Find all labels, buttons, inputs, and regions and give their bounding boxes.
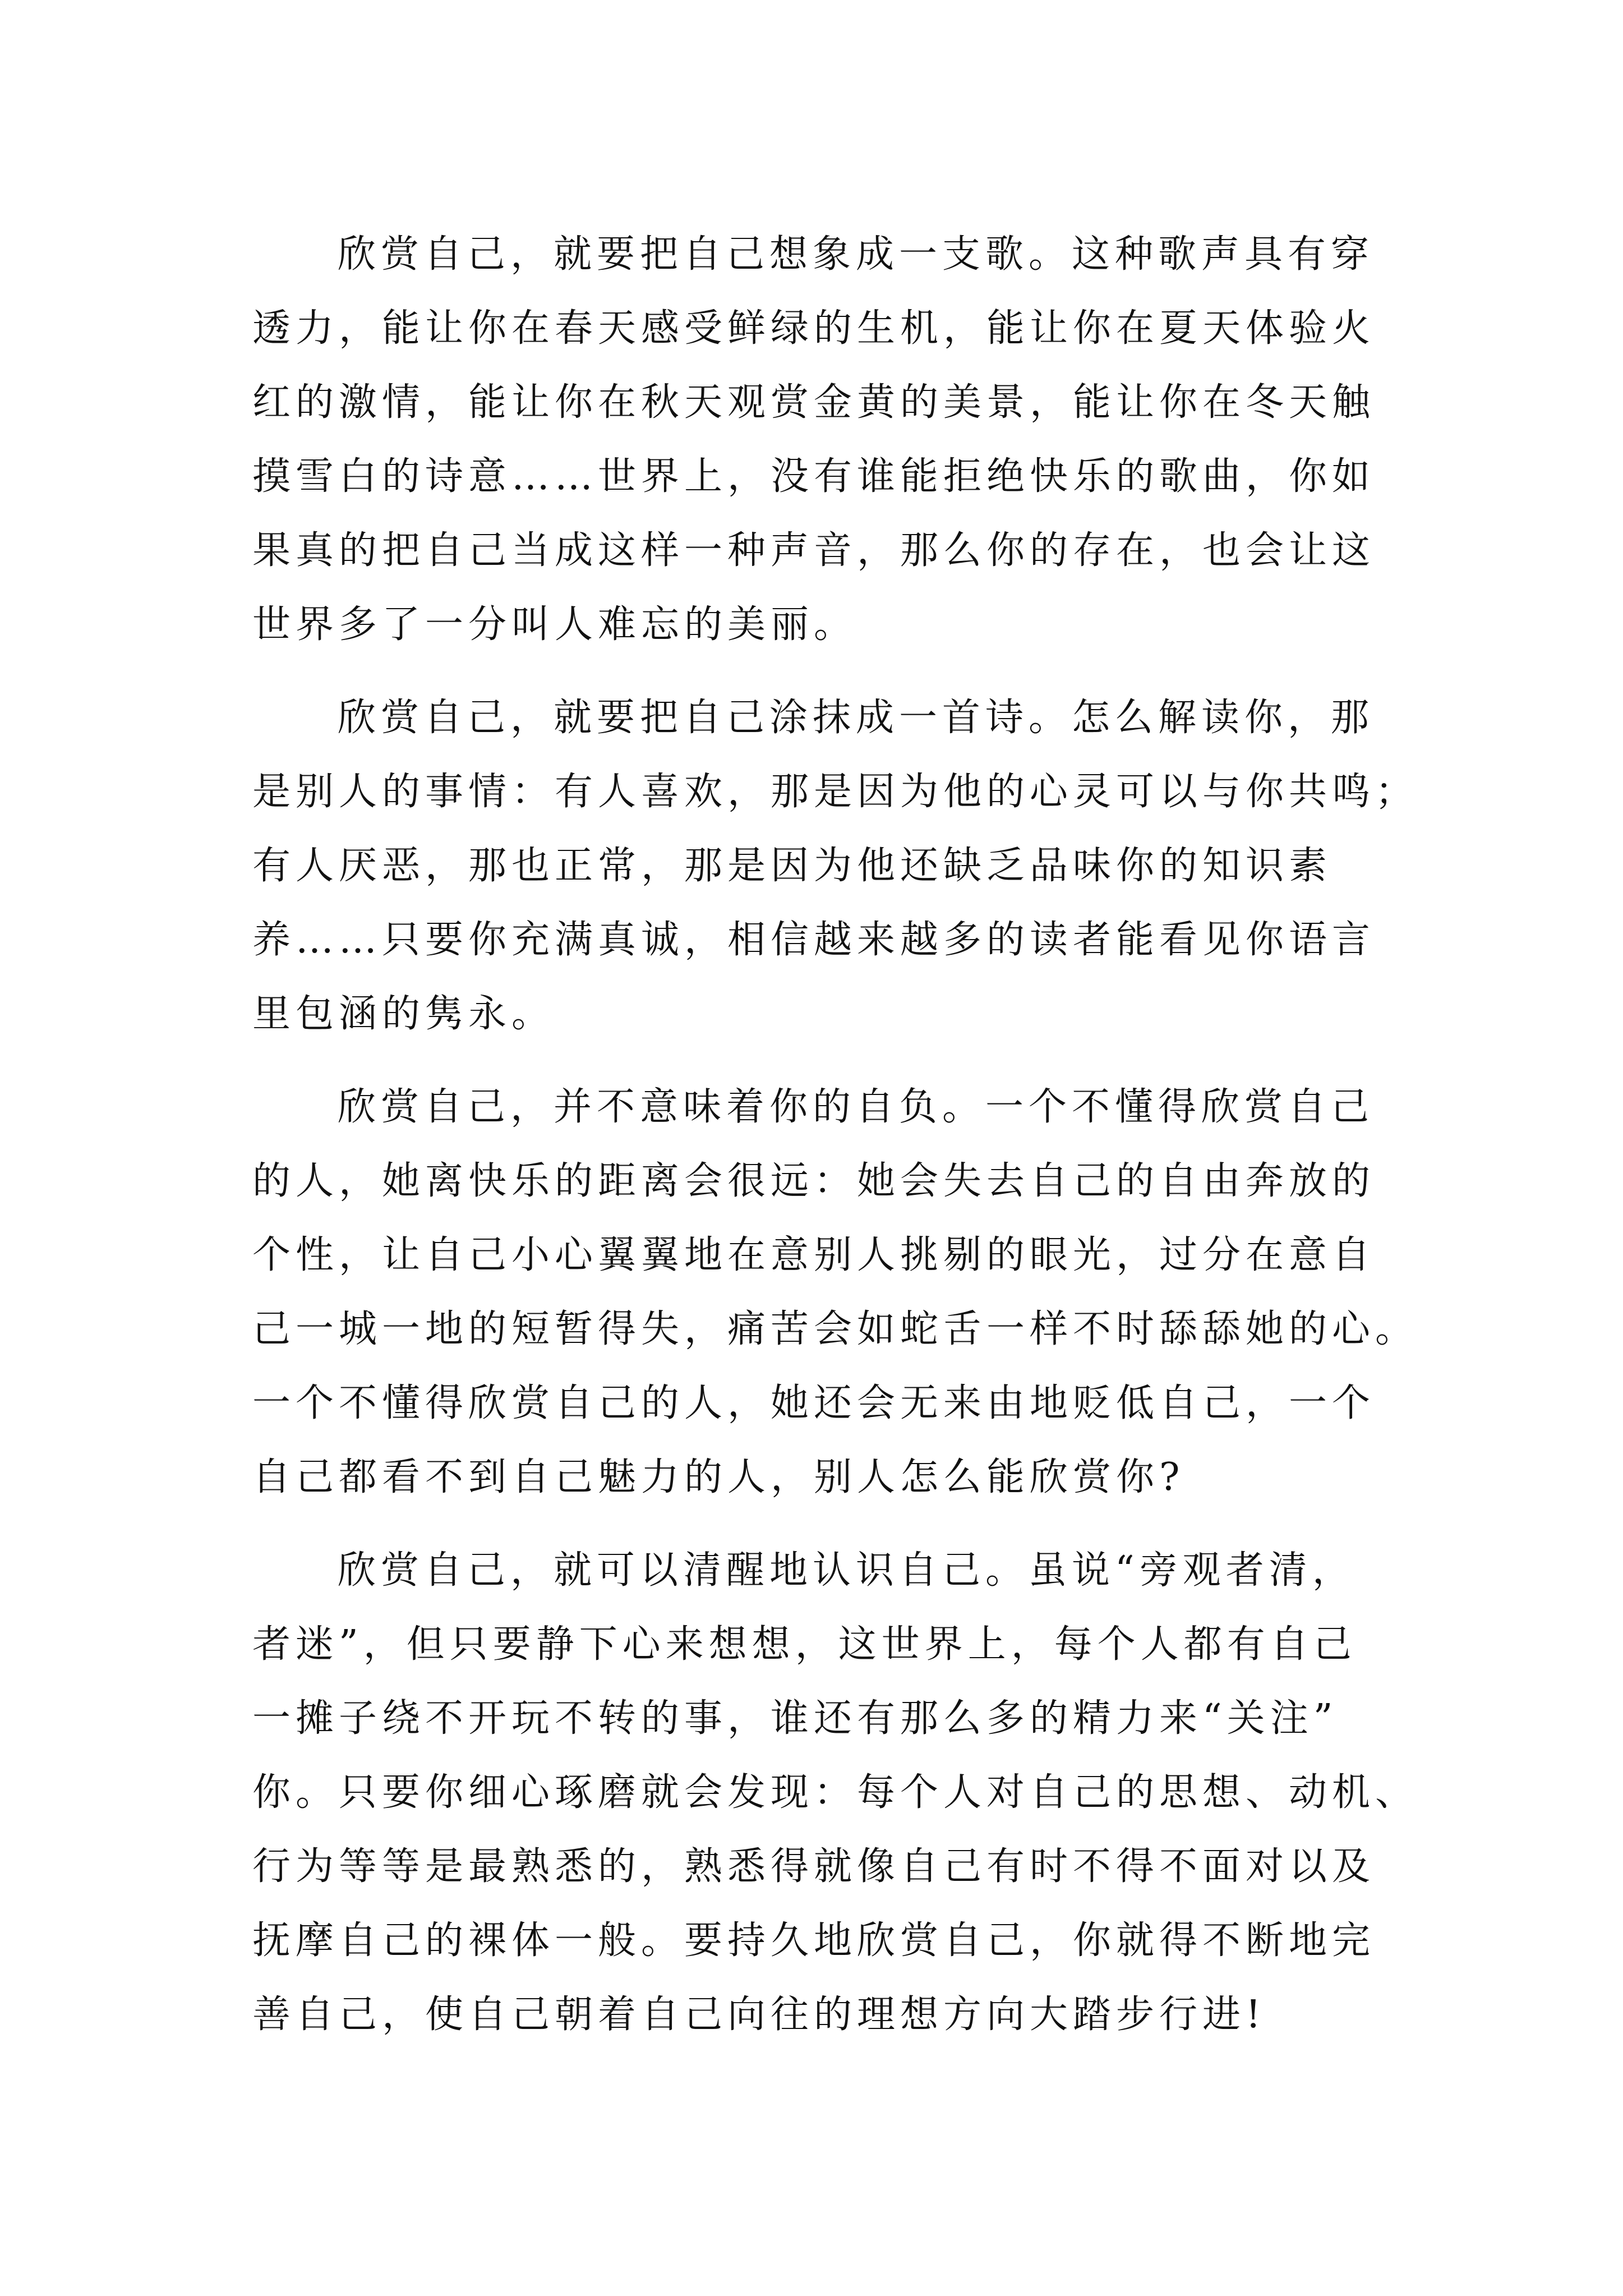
paragraph-3 (252, 1070, 1419, 1515)
paragraph-4-line-4: 你。只要你细心琢磨就会发现：每个人对自己的思想、动机、 (252, 1770, 1419, 1815)
paragraph-1-line-2: 透力，能让你在春天感受鲜绿的生机，能让你在夏天体验火 (252, 306, 1376, 351)
paragraph-1-line-4: 摸雪白的诗意……世界上，没有谁能拒绝快乐的歌曲，你如 (252, 454, 1376, 499)
paragraph-3-line-4: 己一城一地的短暂得失，痛苦会如蛇舌一样不时舔舔她的心。 (252, 1307, 1419, 1351)
paragraph-4-line-1: 欣赏自己，就可以清醒地认识自己。虽说“旁观者清， (338, 1548, 1355, 1593)
paragraph-3-line-2: 的人，她离快乐的距离会很远：她会失去自己的自由奔放的 (252, 1159, 1376, 1203)
paragraph-2-line-5: 里包涵的隽永。 (252, 992, 555, 1036)
paragraph-1 (252, 218, 1374, 662)
paragraph-1-line-6: 世界多了一分叫人难忘的美丽。 (252, 602, 857, 647)
paragraph-1-line-5: 果真的把自己当成这样一种声音，那么你的存在，也会让这 (252, 528, 1376, 573)
paragraph-4-line-2: 者迷”，但只要静下心来想想，这世界上，每个人都有自己 (252, 1622, 1357, 1667)
paragraph-4-line-7: 善自己，使自己朝着自己向往的理想方向大踏步行进! (252, 1993, 1266, 2037)
paragraph-4 (252, 1534, 1419, 2052)
paragraph-3-line-5: 一个不懂得欣赏自己的人，她还会无来由地贬低自己，一个 (252, 1381, 1376, 1425)
paragraph-4-line-6: 抚摩自己的裸体一般。要持久地欣赏自己，你就得不断地完 (252, 1918, 1376, 1963)
body-text (252, 218, 1419, 2071)
paragraph-2 (252, 681, 1419, 1051)
paragraph-2-line-1: 欣赏自己，就要把自己涂抹成一首诗。怎么解读你，那 (338, 696, 1375, 740)
paragraph-2-line-4: 养……只要你充满真诚，相信越来越多的读者能看见你语言 (252, 918, 1376, 962)
paragraph-1-line-3: 红的激情，能让你在秋天观赏金黄的美景，能让你在冬天触 (252, 380, 1376, 425)
paragraph-4-line-5: 行为等等是最熟悉的，熟悉得就像自己有时不得不面对以及 (252, 1844, 1376, 1889)
paragraph-2-line-2: 是别人的事情：有人喜欢，那是因为他的心灵可以与你共鸣； (252, 770, 1419, 814)
paragraph-4-line-3: 一摊子绕不开玩不转的事，谁还有那么多的精力来“关注” (252, 1696, 1338, 1741)
paragraph-3-line-3: 个性，让自己小心翼翼地在意别人挑剔的眼光，过分在意自 (252, 1233, 1376, 1277)
paragraph-1-line-1: 欣赏自己，就要把自己想象成一支歌。这种歌声具有穿 (338, 232, 1375, 277)
paragraph-3-line-6: 自己都看不到自己魅力的人，别人怎么能欣赏你? (252, 1455, 1185, 1499)
paragraph-2-line-3: 有人厌恶，那也正常，那是因为他还缺乏品味你的知识素 (252, 844, 1332, 888)
paragraph-3-line-1: 欣赏自己，并不意味着你的自负。一个不懂得欣赏自己 (338, 1085, 1375, 1129)
